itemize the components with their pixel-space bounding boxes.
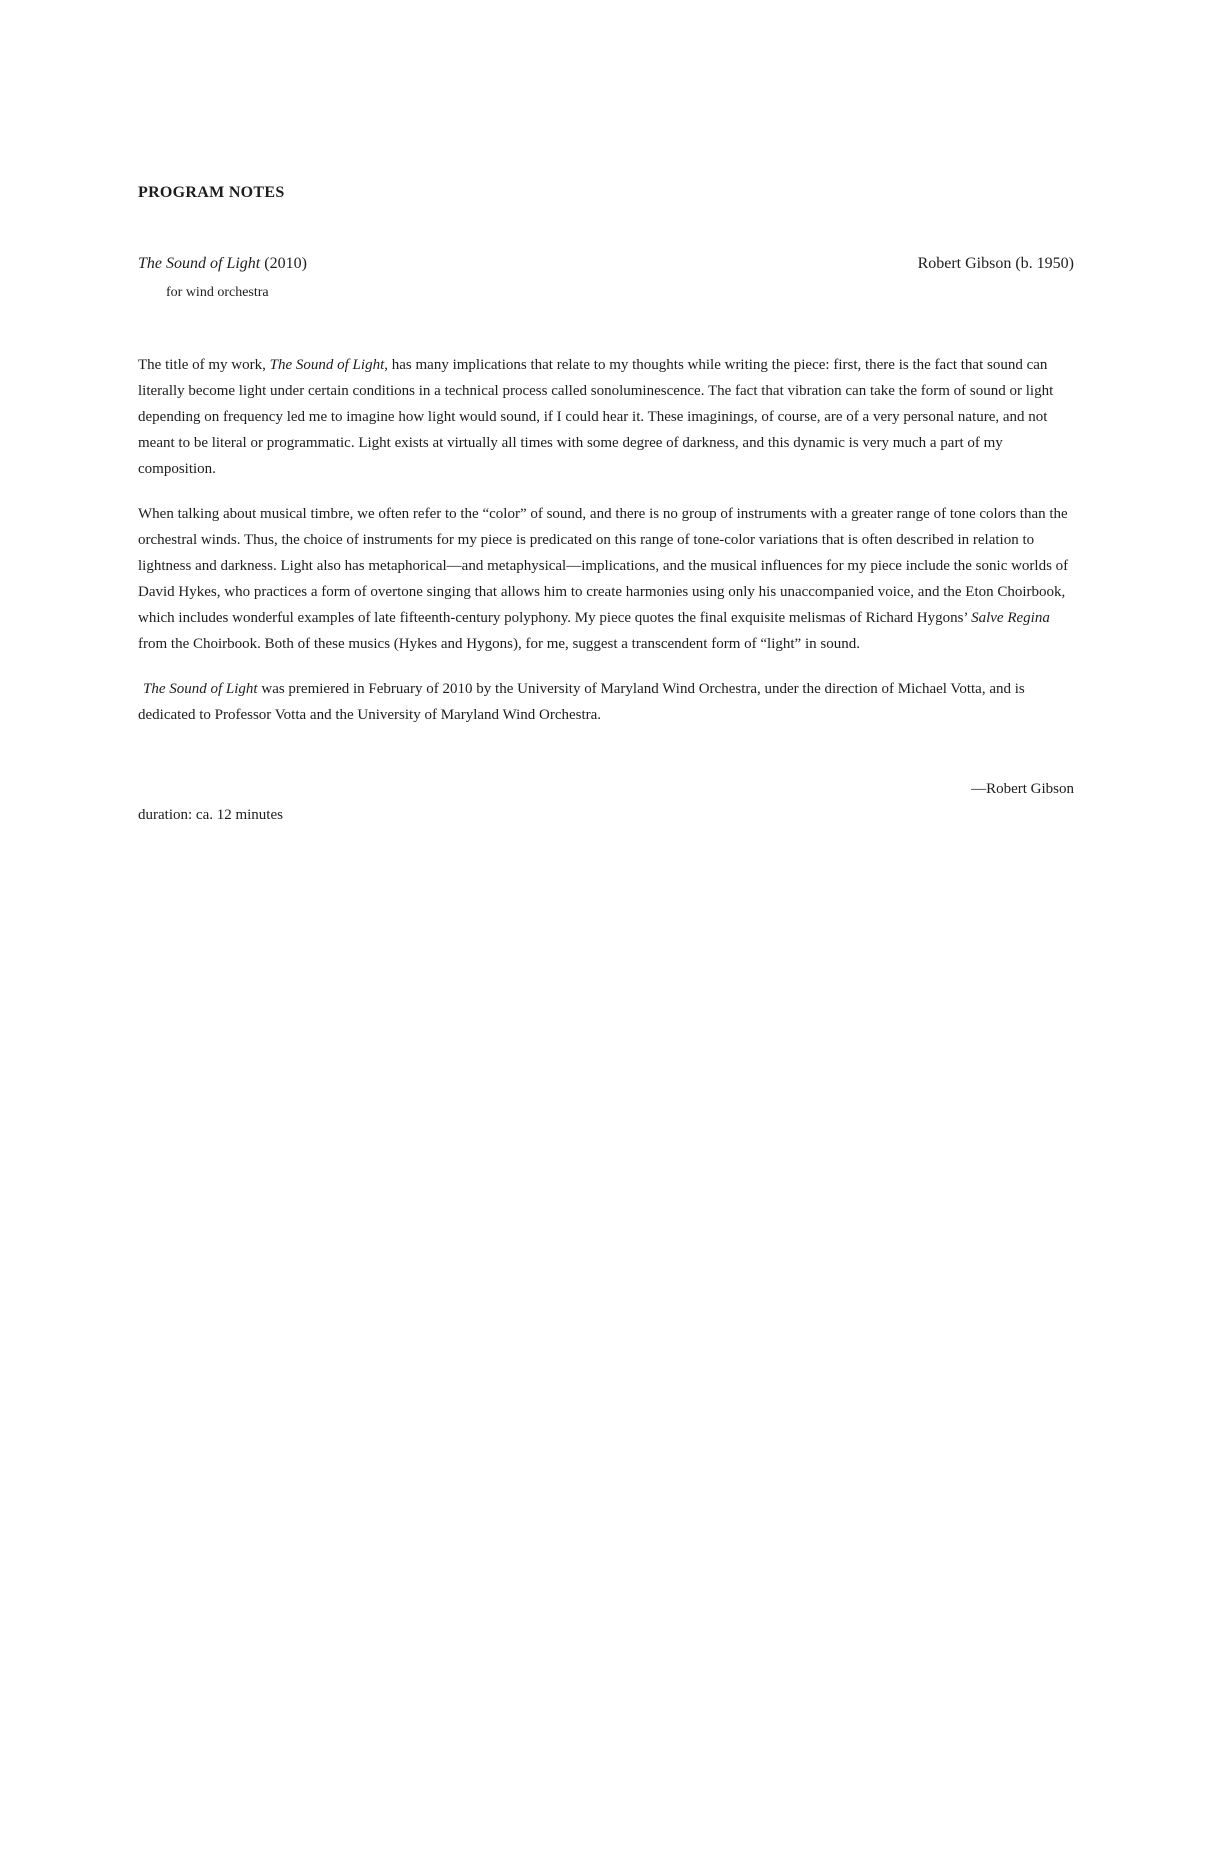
- page-title: PROGRAM NOTES: [138, 184, 285, 201]
- duration-note: duration: ca. 12 minutes: [138, 807, 283, 823]
- work-title-year: (2010): [260, 255, 307, 272]
- work-header: [138, 253, 1074, 275]
- author-signature: —Robert Gibson: [971, 781, 1074, 797]
- work-title: [138, 253, 307, 275]
- work-title-name: The Sound of Light: [138, 255, 261, 272]
- program-note-paragraph-1: The title of my work, The Sound of Light, has many implications that relate to my thoughts while writing the piece: first, there is the fact that sound can literally become light under certain conditions in a technical process called sonoluminescence. The fact that vibration can take the form of sound or light depending on frequency led me to imagine how light would sound, if I could hear it. These imaginings, of course, are of a very personal nature, and not meant to be literal or programmatic. Light exists at virtually all times with some degree of darkness, and this dynamic is very much a part of my composition.: [138, 357, 1054, 477]
- program-note-paragraph-2: When talking about musical timbre, we often refer to the “color” of sound, and there is no group of instruments with a greater range of tone colors than the orchestral winds. Thus, the choice of instruments for my piece is predicated on this range of tone-color variations that is often described in relation to lightness and darkness. Light also has metaphorical—and metaphysical—implications, and the musical influences for my piece include the sonic worlds of David Hykes, who practices a form of overtone singing that allows him to create harmonies using only his unaccompanied voice, and the Eton Choirbook, which includes wonderful examples of late fifteenth-century polyphony. My piece quotes the final exquisite melismas of Richard Hygons’ Salve Regina from the Choirbook. Both of these musics (Hykes and Hygons), for me, suggest a transcendent form of “light” in sound.: [138, 506, 1069, 652]
- program-note-paragraph-3: The Sound of Light was premiered in February of 2010 by the University of Maryland Wind Orchestra, under the direction of Michael Votta, and is dedicated to Professor Votta and the University of Maryland Wind Orchestra.: [138, 681, 1025, 723]
- work-subtitle: for wind orchestra: [166, 285, 269, 300]
- composer-credit: Robert Gibson (b. 1950): [917, 255, 1074, 272]
